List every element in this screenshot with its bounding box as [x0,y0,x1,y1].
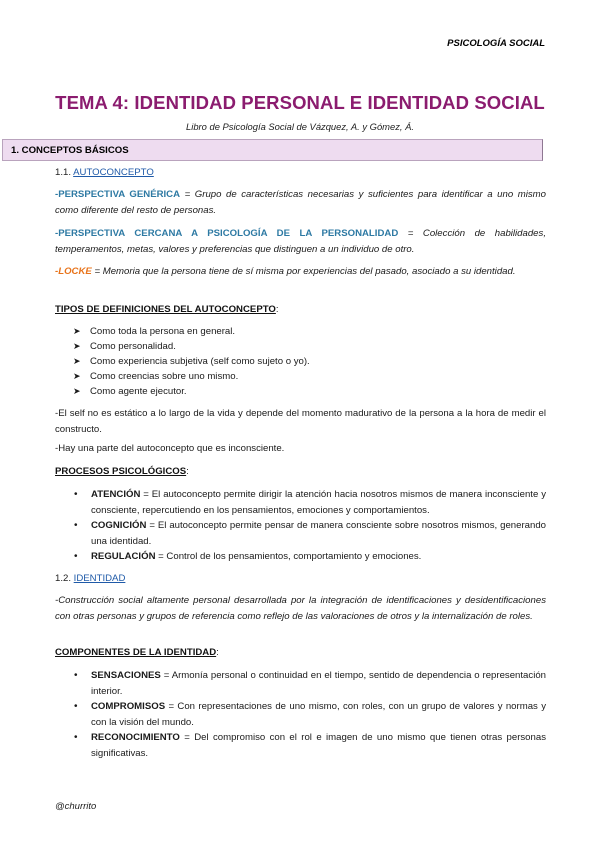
list-item [74,699,546,730]
list-item-text: Como personalidad. [90,341,176,352]
autoconcepto-link[interactable]: AUTOCONCEPTO [73,167,154,178]
definition-term: PERSPECTIVA GENÉRICA [58,189,181,200]
page-footer-author: @churrito [55,801,97,812]
components-heading-text: COMPONENTES DE LA IDENTIDAD [55,647,217,658]
list-item [74,487,546,518]
note-inconsciente: -Hay una parte del autoconcepto que es inconsciente. [55,443,285,454]
processes-heading [55,464,546,480]
subsection-heading-identidad [55,571,546,587]
definition-dash: - [55,266,59,277]
dot-bullet-icon: • [74,520,78,531]
definition-generica [55,187,546,218]
components-list [74,668,546,761]
definition-personalidad [55,226,546,257]
component-text: = Armonía personal o continuidad en el tiempo, sentido de dependencia o representación interior. [91,670,546,697]
component-term: COMPROMISOS [91,701,166,712]
list-item [73,354,543,369]
arrow-bullet-icon: ➤ [73,371,81,381]
list-item [74,668,546,699]
section-header-conceptos-basicos [2,139,543,161]
arrow-bullet-icon: ➤ [73,341,81,351]
component-term: RECONOCIMIENTO [91,732,180,743]
types-heading-colon: : [275,304,279,315]
dot-bullet-icon: • [74,670,78,681]
list-item [73,369,543,384]
definition-term: PERSPECTIVA CERCANA A PSICOLOGÍA DE LA PERSONALIDAD [58,228,399,239]
subsection-heading-autoconcepto [55,165,546,181]
definition-dash: - [55,189,59,200]
process-term: COGNICIÓN [91,520,147,531]
dot-bullet-icon: • [74,732,78,743]
arrow-bullet-icon: ➤ [73,326,81,336]
component-text: = Con representaciones de uno mismo, con roles, con un grupo de valores y normas y con la visión del mundo. [91,701,546,728]
identidad-definition: -Construcción social altamente personal desarrollada por la integración de identificaciones y desidentificaciones con otras personas y grupos de referencia como reflejo de las valoraciones de otros y la internalización de roles. [55,595,546,622]
definition-term: LOCKE [58,266,92,277]
definition-text: = Colección de habilidades, temperamentos, metas, valores y preferencias que distinguen a un individuo de otro. [55,228,546,255]
components-heading-colon: : [216,647,219,658]
process-text: = El autoconcepto permite dirigir la atención hacia nosotros mismos de manera inconsciente y consciente, repercutiendo en los pensamientos, emociones y comportamientos. [91,489,546,516]
processes-heading-colon: : [186,466,189,477]
list-item [73,324,543,339]
list-item [74,518,546,549]
page-subtitle: Libro de Psicología Social de Vázquez, A. y Gómez, Á. [186,121,414,132]
subsection-number: 1.2. [55,573,74,584]
list-item-text: Como agente ejecutor. [90,386,187,397]
types-heading-text: TIPOS DE DEFINICIONES DEL AUTOCONCEPTO [55,304,276,315]
list-item [73,339,543,354]
note-self: -El self no es estático a lo largo de la vida y depende del momento madurativo de la persona a la hora de medir el constructo. [55,408,546,435]
list-item-text: Como experiencia subjetiva (self como sujeto o yo). [90,356,310,367]
identidad-link[interactable]: IDENTIDAD [73,573,126,584]
definition-text: = Memoria que la persona tiene de sí misma por experiencias del pasado, asociado a su identidad. [91,266,516,277]
arrow-bullet-icon: ➤ [73,356,81,366]
definition-locke [55,264,546,280]
dot-bullet-icon: • [74,489,78,500]
dot-bullet-icon: • [74,701,78,712]
section-label: 1. CONCEPTOS BÁSICOS [11,145,129,156]
process-text: = El autoconcepto permite pensar de manera consciente sobre nosotros mismos, generando una identidad. [91,520,546,547]
subsection-number: 1.1. [55,167,74,178]
definition-text: = Grupo de características necesarias y suficientes para identificar a uno mismo como diferente del resto de personas. [55,189,546,216]
types-list [73,324,543,399]
process-text: = Control de los pensamientos, comportamiento y emociones. [155,551,422,562]
component-term: SENSACIONES [91,670,161,681]
definition-dash: - [55,228,59,239]
process-term: ATENCIÓN [91,489,141,500]
arrow-bullet-icon: ➤ [73,386,81,396]
list-item [74,549,546,565]
processes-heading-text: PROCESOS PSICOLÓGICOS [55,466,187,477]
component-text: = Del compromiso con el rol e imagen de uno mismo que tienen otras personas significativas. [91,732,546,759]
page-title: TEMA 4: IDENTIDAD PERSONAL E IDENTIDAD SOCIAL [55,92,545,113]
list-item [74,730,546,761]
page-header: PSICOLOGÍA SOCIAL [447,38,545,49]
list-item [73,384,543,399]
list-item-text: Como toda la persona en general. [90,326,236,337]
processes-list [74,487,546,565]
list-item-text: Como creencias sobre uno mismo. [90,371,239,382]
components-heading [55,645,546,661]
process-term: REGULACIÓN [91,551,156,562]
dot-bullet-icon: • [74,551,78,562]
types-heading [55,302,546,318]
